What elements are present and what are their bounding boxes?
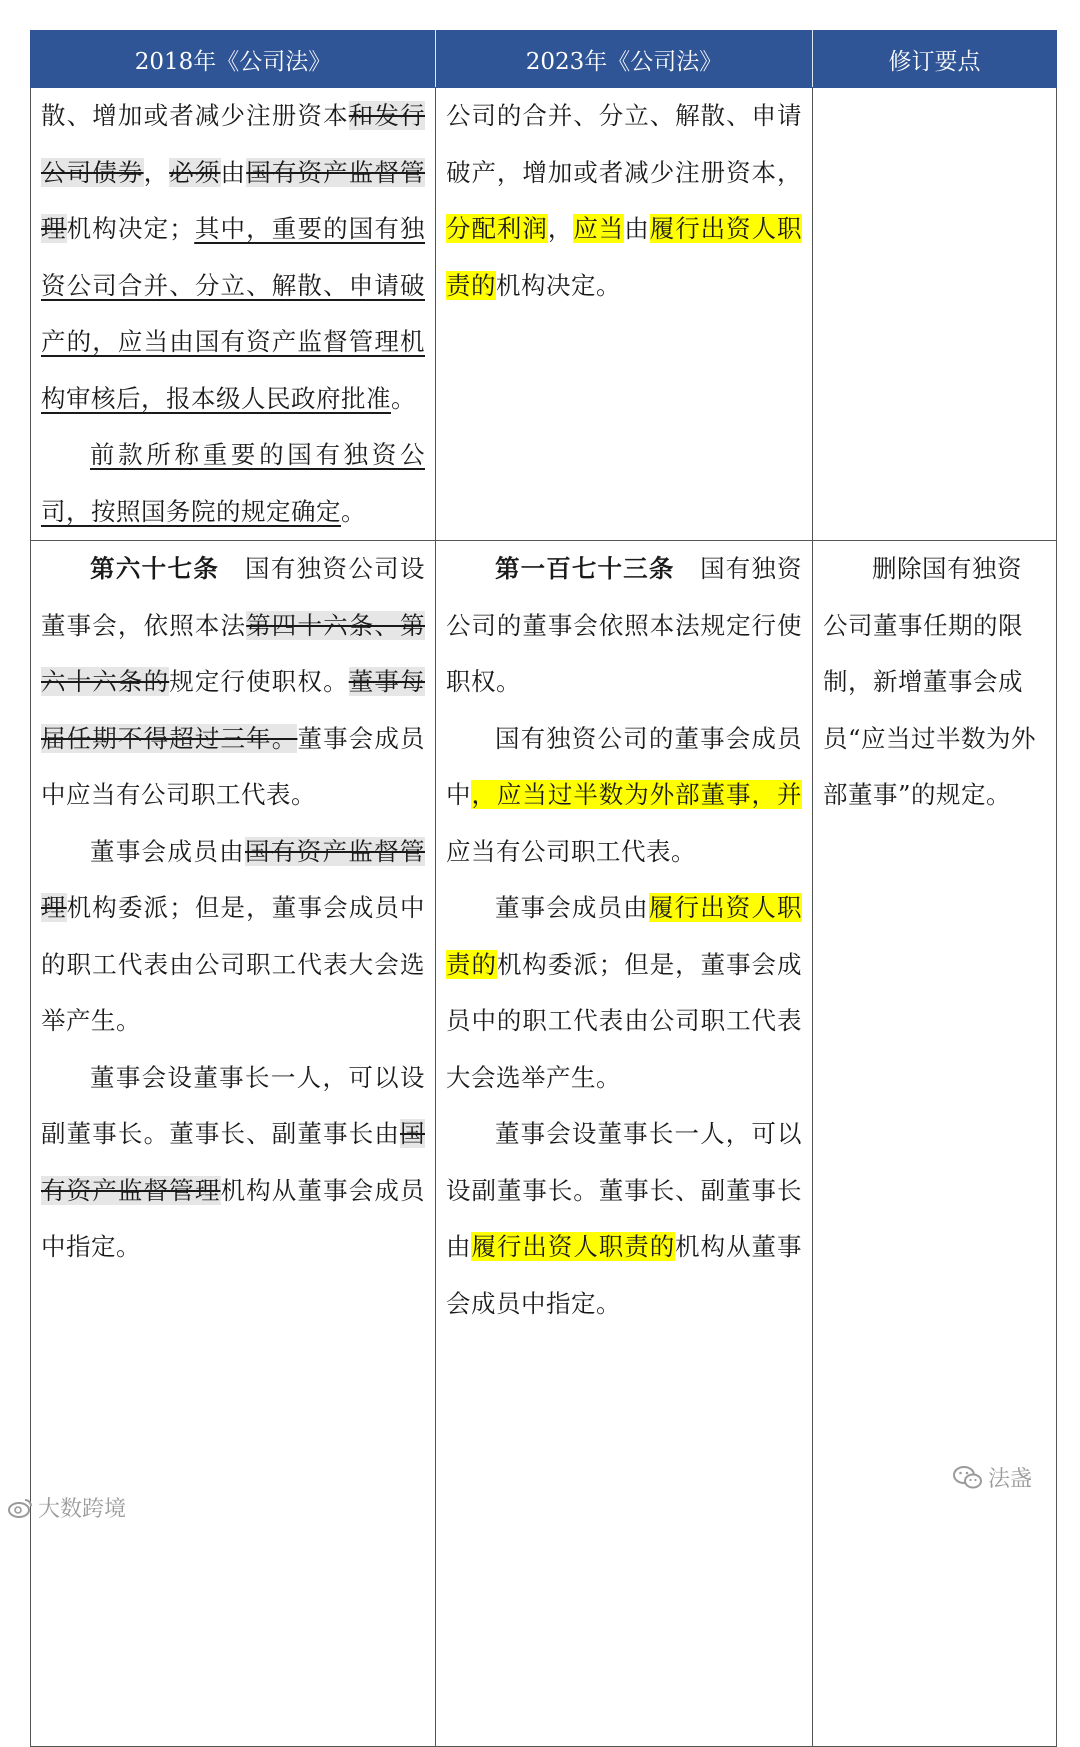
text-run: 国有独资公司设董事会，依照本法: [41, 554, 426, 640]
text-run: 。: [341, 496, 366, 526]
text-run: 散、增加或者减少注册资本: [41, 101, 349, 130]
highlighted-text: 履行出资人职责的: [446, 214, 803, 300]
highlighted-text: 履行出资人职责的: [471, 1232, 676, 1261]
highlighted-text: 分配利润: [446, 214, 548, 243]
revision-note-text: 删除国有独资公司董事任期的限制，新增董事会成员“应当过半数为外部董事”的规定。: [823, 554, 1037, 809]
text-run: 机构决定；: [66, 214, 195, 243]
deleted-text: 必须: [169, 157, 221, 187]
wechat-icon: [952, 1465, 984, 1491]
watermark-right: [952, 1462, 1032, 1493]
text-run: 机构委派；但是，董事会成员中的职工代表由公司职工代表大会选举产生。: [41, 893, 426, 1035]
deleted-text: 国有资产监督管理: [41, 836, 425, 922]
highlighted-text: ，应当过半数为外部董事，并: [471, 780, 803, 809]
underlined-text: 前款所称重要的国有独资公司，按照国务院的规定确定: [41, 440, 425, 526]
text-run: 董事会成员由: [495, 893, 649, 922]
text-run: ，: [143, 157, 170, 187]
cell-revision-note: [813, 541, 1057, 1747]
text-run: 规定行使职权。: [169, 667, 349, 696]
text-run: 公司的合并、分立、解散、申请破产，增加或者减少注册资本，: [446, 101, 802, 187]
header-revision-points: 修订要点: [813, 31, 1057, 88]
text-run: 董事会设董事长一人，可以设副董事长。董事长、副董事长由: [41, 1062, 425, 1148]
deleted-text: 国有资产监督管理: [41, 1119, 425, 1205]
article-number: 第六十七条: [90, 554, 220, 583]
article-paragraph: [446, 541, 802, 711]
text-run: 董事会设董事长一人，可以设副董事长。董事长、副董事长由: [446, 1119, 802, 1261]
article-paragraph: [446, 88, 802, 314]
text-run: 机构从董事会成员中指定。: [41, 1175, 425, 1261]
deleted-text: 董事每届任期不得超过三年。: [41, 667, 426, 753]
cell-2023-article-173: [436, 541, 813, 1747]
article-paragraph: [446, 711, 802, 881]
watermark-left-text: 大数跨境: [38, 1497, 127, 1522]
law-comparison-table: [30, 30, 1057, 1747]
deleted-text: 第四十六条、第六十六条的: [41, 610, 426, 696]
watermark-right-text: 法盏: [988, 1467, 1033, 1492]
header-2023: 2023年《公司法》: [436, 31, 813, 88]
table-row: [31, 88, 1057, 541]
cell-revision-note-empty: [813, 88, 1057, 541]
article-paragraph: [41, 427, 425, 540]
underlined-text: 其中，重要的国有独资公司合并、分立、解散、申请破产的，应当由国有资产监督管理机构审核后，报本级人民政府批准: [41, 214, 426, 413]
article-paragraph: [41, 824, 425, 1050]
text-run: ，: [547, 214, 574, 243]
text-run: 国有独资公司的董事会成员中: [446, 723, 802, 809]
header-2018: 2018年《公司法》: [31, 31, 436, 88]
highlighted-text: 应当: [573, 214, 625, 243]
text-run: 董事会成员由: [90, 836, 245, 866]
cell-2018-article-67: [31, 541, 436, 1747]
article-paragraph: [41, 541, 425, 824]
watermark-left: [8, 1492, 126, 1523]
table-row: [31, 541, 1057, 1747]
text-run: 由: [220, 157, 247, 187]
text-run: 机构从董事会成员中指定。: [446, 1232, 803, 1318]
highlighted-text: 履行出资人职责的: [446, 893, 803, 979]
text-run: 由: [624, 214, 650, 243]
text-run: 国有独资公司的董事会依照本法规定行使职权。: [446, 554, 803, 696]
article-paragraph: [41, 1050, 425, 1276]
text-run: 机构委派；但是，董事会成员中的职工代表由公司职工代表大会选举产生。: [446, 949, 803, 1092]
deleted-text: 国有资产监督管理: [41, 157, 426, 243]
text-run: 机构决定。: [496, 270, 621, 300]
deleted-text: 和发行公司债券: [41, 101, 426, 187]
cell-2018-continued: [31, 88, 436, 541]
cell-2023-continued: [436, 88, 813, 541]
article-paragraph: [41, 88, 425, 427]
article-number: 第一百七十三条: [495, 554, 675, 583]
weibo-icon: [8, 1497, 34, 1519]
article-paragraph: [446, 880, 802, 1106]
text-run: 应当有公司职工代表。: [446, 836, 696, 866]
article-paragraph: [446, 1106, 802, 1332]
text-run: 董事会成员中应当有公司职工代表。: [41, 723, 426, 809]
text-run: 。: [391, 383, 416, 413]
header-row: [31, 31, 1057, 88]
